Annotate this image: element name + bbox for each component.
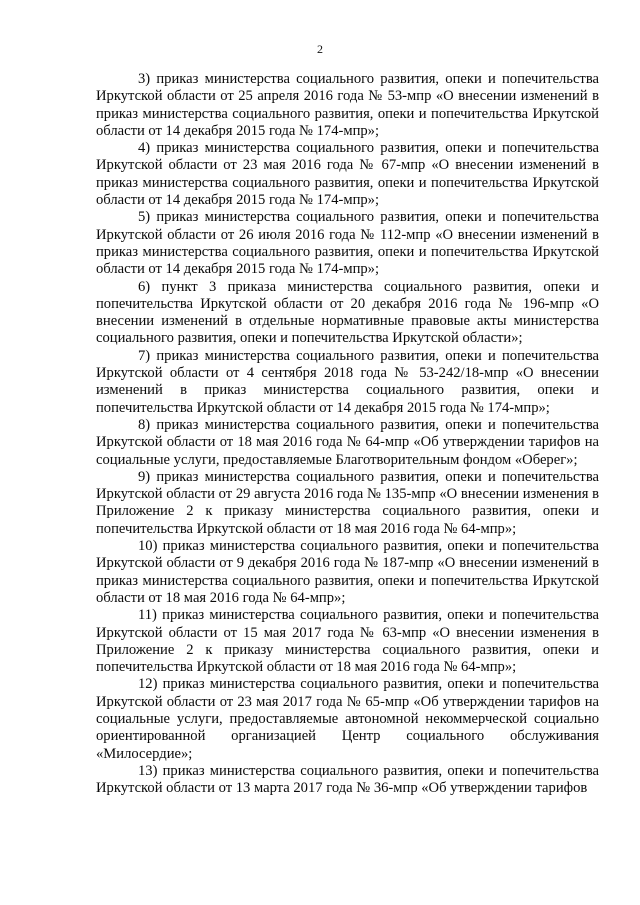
list-item-12: 12) приказ министерства социального развития, опеки и попечительства Иркутской области от 23 мая 2017 года № 65-мпр «Об утверждении тарифов на социальные услуги, предоставляемые автономной некоммерческой социально ориентированной организацией Центр социального обслуживания «Милосердие»; [96, 676, 599, 762]
list-item-7: 7) приказ министерства социального развития, опеки и попечительства Иркутской области от 4 сентября 2018 года № 53-242/18-мпр «О внесении изменений в приказ министерства социального развития, опеки и попечительства Иркутской области от 14 декабря 2015 года № 174-мпр»; [96, 347, 599, 416]
list-item-5: 5) приказ министерства социального развития, опеки и попечительства Иркутской области от 26 июля 2016 года № 112-мпр «О внесении изменений в приказ министерства социального развития, опеки и попечительства Иркутской области от 14 декабря 2015 года № 174-мпр»; [96, 209, 599, 278]
list-item-6: 6) пункт 3 приказа министерства социального развития, опеки и попечительства Иркутской области от 20 декабря 2016 года № 196-мпр «О внесении изменений в отдельные нормативные правовые акты министерства социального развития, опеки и попечительства Иркутской области»; [96, 278, 599, 347]
list-item-4: 4) приказ министерства социального развития, опеки и попечительства Иркутской области от 23 мая 2016 года № 67-мпр «О внесении изменений в приказ министерства социального развития, опеки и попечительства Иркутской области от 14 декабря 2015 года № 174-мпр»; [96, 140, 599, 209]
list-item-3: 3) приказ министерства социального развития, опеки и попечительства Иркутской области от 25 апреля 2016 года № 53-мпр «О внесении изменений в приказ министерства социального развития, опеки и попечительства Иркутской области от 14 декабря 2015 года № 174-мпр»; [96, 71, 599, 139]
list-item-10: 10) приказ министерства социального развития, опеки и попечительства Иркутской области от 9 декабря 2016 года № 187-мпр «О внесении изменений в приказ министерства социального развития, опеки и попечительства Иркутской области от 18 мая 2016 года № 64-мпр»; [96, 538, 599, 606]
list-item-11: 11) приказ министерства социального развития, опеки и попечительства Иркутской области от 15 мая 2017 года № 63-мпр «О внесении изменения в Приложение 2 к приказу министерства социального развития, опеки и попечительства Иркутской области от 18 мая 2016 года № 64-мпр»; [96, 607, 599, 676]
page-number: 2 [317, 42, 323, 56]
list-item-8: 8) приказ министерства социального развития, опеки и попечительства Иркутской области от 18 мая 2016 года № 64-мпр «Об утверждении тарифов на социальные услуги, предоставляемые Благотворительным фондом «Оберег»; [96, 416, 599, 468]
list-item-9: 9) приказ министерства социального развития, опеки и попечительства Иркутской области от 29 августа 2016 года № 135-мпр «О внесении изменения в Приложение 2 к приказу министерства социального развития, опеки и попечительства Иркутской области от 18 мая 2016 года № 64-мпр»; [96, 468, 599, 537]
document-body [96, 71, 599, 797]
list-item-13: 13) приказ министерства социального развития, опеки и попечительства Иркутской области от 13 марта 2017 года № 36-мпр «Об утверждении тарифов [96, 762, 599, 797]
